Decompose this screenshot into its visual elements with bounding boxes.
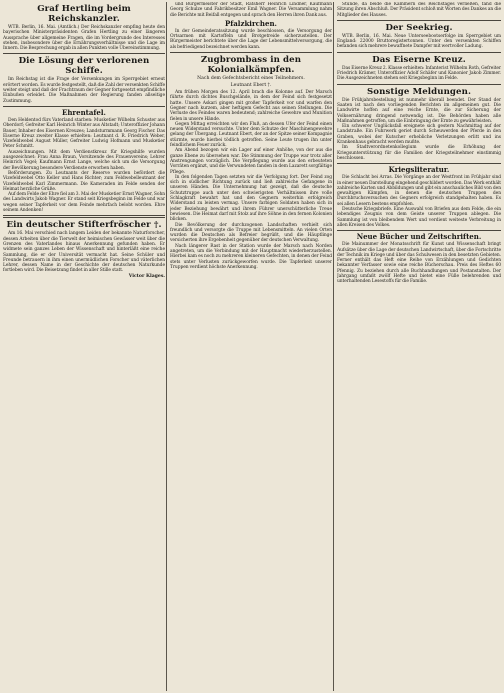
headline-war-literature: Kriegsliteratur. [388,165,450,175]
article-text: Gegen Mittag erreichten wir den Fluß, an dessen Ufer der Feind einen neuen Widerstand versuchte. Unter dem Schutze der Maschinengewehre gelang der Übergang. Leutnant Ebert, der an der Spitze seiner Kompagnie stürmte, wurde hierbei tödlich getroffen. Seine Leute trugen ihn unter feindlichem Feuer zurück. [170,121,332,149]
author-signature: Victor Klages. [128,273,165,279]
headline-honor-roll: Ehrentafel. [62,107,106,117]
article-text: Die Mainummer der Monatsschrift für Kunst und Wissenschaft bringt Aufsätze über die Lage der deutschen Landwirtschaft, über die Fortschritte der Technik im Kriege und über das Schulwesen in den besetzten Gebieten. Ferner enthält das Heft eine Reihe von Erzählungen und Gedichten bekannter Verfasser sowie eine reiche Bücherschau. Preis des Heftes 60 Pfennig. Zu beziehen durch alle Buchhandlungen und Postanstalten. Der Jahrgang umfaßt zwölf Hefte und bietet eine Fülle belehrenden und unterhaltenden Lesestoffs für die Familie. [337,242,501,285]
headline-obituary: Ein deutscher Stifterfröscher †. [6,220,162,231]
divider [337,20,501,21]
headline-ships: Die Lösung der verlorenen Schiffe. [18,56,150,77]
divider [337,84,501,85]
article-text: Im Reichstag ist die Frage der Versenkungen im Sperrgebiet erneut erörtert worden. Es wurde festgestellt, daß die Zahl der versenkten Schiffe weiter steigt und daß der Frachtraum der Gegner fortgesetzt empfindliche Einbußen erleidet. Die Maßnahmen der Regierung fanden allseitige Zustimmung. [3,77,165,104]
article-text: Auszeichnungen. Mit dem Verdienstkreuz für Kriegshilfe wurden ausgezeichnet: Frau Anna Braun, Vorsitzende des Frauenvereins; Lehrer Heinrich Vogel; Kaufmann Ernst Lange, welche sich um die Versorgung der Bevölkerung besondere Verdienste erworben haben. [3,149,165,171]
article-text: und Bürgermeister der Stadt, Ratsherr Heinrich Lindner, Kaufmann Georg Schulze und Fabrikbesitzer Emil Wagner. Die Versammlung nahm die Berichte mit Beifall entgegen und sprach den Herren ihren Dank aus. [170,2,332,18]
headline-hertling: Graf Hertling beim Reichskanzler. [37,4,131,24]
column-middle [170,2,332,691]
divider [3,215,165,218]
article-text: Im Stadtverordnetenkollegium wurde die Erhöhung der Kriegsunterstützung für die Familien der Kriegsteilnehmer einstimmig beschlossen. [337,145,501,161]
column-rule [333,2,334,691]
article-text: In den folgenden Tagen setzten wir die Verfolgung fort. Der Feind zog sich in südlicher Richtung zurück und ließ zahlreiche Gefangene in unseren Händen. Die Unternehmung hat gezeigt, daß die deutsche Schutztruppe auch unter den schwierigsten Verhältnissen ihre volle Schlagkraft bewahrt hat und den Gegnern weiterhin erfolgreich Widerstand zu leisten vermag. Unsere farbigen Soldaten haben sich in jeder Beziehung bewährt und ihrem Führer unerschütterliche Treue bewiesen. Die Heimat darf mit Stolz auf ihre Söhne in den fernen Kolonien blicken. [170,174,332,223]
article-text: WTB. Berlin, 16. Mai. (Amtlich.) Der Reichskanzler empfing heute den bayerischen Ministerpräsidenten Grafen Hertling zu einer längeren Aussprache über allgemeine Fragen, die im Vordergrunde des Interesses stehen, insbesondere über die Ernährungsverhältnisse und die Lage im Innern. Die Besprechung ergab in allen Punkten volle Übereinstimmung. [3,25,165,52]
headline-seekrieg: Der Seekrieg. [385,22,453,33]
article-text: Deutsche Kriegsbriefe. Eine Auswahl von Briefen aus dem Felde, die ein lebendiges Zeugnis von dem Geiste unserer Truppen ablegen. Die Sammlung ist von bleibendem Wert und verdient weiteste Verbreitung in allen Kreisen des Volkes. [337,207,501,228]
article-text: Die Frühjahrsbestellung ist nunmehr überall beendet. Der Stand der Saaten ist nach den vorliegenden Berichten im allgemeinen gut. Die Landwirte hoffen auf eine reiche Ernte, die zur Sicherung der Volksernährung dringend notwendig ist. Die Behörden haben alle Maßnahmen getroffen, um die Einbringung der Ernte zu gewährleisten. [337,97,501,124]
article-text: Stunde, da beide die Kammern des Reichstages verließen, fand die Sitzung ihren Abschluß. Der Präsident schloß mit Worten des Dankes an die Mitglieder des Hauses. [337,2,501,18]
article-text: Auf dem Felde der Ehre fiel am 3. Mai der Musketier Ernst Wagner, Sohn des Landwirts Jakob Wagner. Er stand seit Kriegsbeginn im Felde und war wegen seiner Tapferkeit vor dem Feinde mehrfach belobt worden. Ehre seinem Andenken! [3,192,165,214]
divider [3,106,165,107]
article-text: Ein schwerer Unglücksfall ereignete sich gestern Nachmittag auf der Landstraße. Ein Fuhrwerk geriet durch Scheuwerden der Pferde in den Graben, wobei der Kutscher erhebliche Verletzungen erlitt und ins Krankenhaus gebracht werden mußte. [337,124,501,146]
divider [337,230,501,231]
divider [337,163,501,164]
article-text: Am frühen Morgen des 12. April brach die Kolonne auf. Der Marsch führte durch dichtes Buschgelände, in dem der Feind sich festgesetzt hatte. Unsere Askari gingen mit großer Tapferkeit vor und warfen den Gegner nach kurzem, aber heftigem Gefecht aus seinen Stellungen. Die Verluste des Feindes waren bedeutend; zahlreiche Gewehre und Munition fielen in unsere Hände. [170,90,332,122]
article-text: Am Abend bezogen wir ein Lager auf einer Anhöhe, von der aus die ganze Ebene zu übersehen war. Die Stimmung der Truppe war trotz aller Anstrengungen vorzüglich. Die Verpflegung wurde aus den erbeuteten Vorräten ergänzt, und die Verwundeten fanden in dem Lazarett sorgfältige Pflege. [170,148,332,175]
column-left [3,2,165,691]
article-text: Beförderungen. Zu Leutnants der Reserve wurden befördert die Vizefeldwebel Otto Keller und Hans Richter; zum Feldwebelleutnant der Vizefeldwebel Karl Zimmermann. Die Kameraden im Felde senden der Heimat herzliche Grüße. [3,170,165,192]
subheading: Leutnant Ebert †. [230,83,272,89]
article-text: Am 16. Mai verschied nach langem Leiden der bekannte Naturforscher, dessen Arbeiten über die Tierwelt der heimischen Gewässer weit über die Grenzen des Vaterlandes hinaus Anerkennung gefunden haben. Er widmete sein ganzes Leben der Wissenschaft und hinterläßt eine reiche Sammlung, die er der Universität vermacht hat. Seine Schüler und Freunde betrauern in ihm einen unermüdlichen Forscher und väterlichen Lehrer, dessen Name in der Geschichte der deutschen Naturkunde fortleben wird. Die Beisetzung findet in aller Stille statt. [3,231,165,274]
headline-iron-cross: Das Eiserne Kreuz. [372,54,466,65]
article-text: In der Gemeinderatssitzung wurde beschlossen, die Versorgung der Ortsarmen mit Kartoffeln und Brotgetreide sicherzustellen. Der Bürgermeister berichtete über die Lage der Lebensmittelversorgung, die als befriedigend bezeichnet werden kann. [170,28,332,50]
column-rule [166,2,167,691]
headline-local: Pfalzkirchen. [225,18,277,28]
article-text: Die Schlacht bei Arras. Die Vorgänge an der Westfront im Frühjahr sind in einer neuen Darstellung eingehend geschildert worden. Das Werk enthält zahlreiche Karten und Abbildungen und gibt ein anschauliches Bild von den gewaltigen Kämpfen, in denen die deutschen Truppen den Durchbruchsversuchen des Gegners erfolgreich standgehalten haben. Es sei allen Lesern bestens empfohlen. [337,175,501,207]
subheading: Nach dem Gefechtsbericht eines Teilnehmers. [197,76,305,82]
article-text: Die Bevölkerung der durchzogenen Landschaften verhielt sich freundlich und versorgte die Truppe mit Lebensmitteln. An vielen Orten wurden die Deutschen als Befreier begrüßt, und die Häuptlinge versicherten ihre Ergebenheit gegenüber der deutschen Verwaltung. [170,222,332,244]
headline-reports: Sonstige Meldungen. [366,86,472,97]
divider [3,53,165,54]
article-text: Nach längerer Rast in der Station wurde der Marsch nach Norden angetreten, um die Verbindung mit der Hauptmacht wiederherzustellen. Hierbei kam es noch zu mehreren kleineren Gefechten, in denen der Feind stets unter Verlusten zurückgeworfen wurde. Die Tapferkeit unserer Truppen verdient höchste Anerkennung. [170,243,332,270]
divider [170,52,332,53]
headline-colonial: Zugbrombass in den Kolonialkämpfen. [200,55,302,76]
article-text: Das Eiserne Kreuz 2. Klasse erhielten: Infanterist Wilhelm Roth, Gefreiter Friedrich Krämer, Unteroffizier Adolf Schäfer und Kanonier Jakob Zimmer. Die Ausgezeichneten stehen seit Kriegsbeginn im Felde. [337,65,501,82]
article-text: Den Heldentod fürs Vaterland starben: Musketier Wilhelm Schuster aus Oberdorf; Gefreiter Karl Heinrich Winter aus Altstadt; Unteroffizier Johann Bauer, Inhaber des Eisernen Kreuzes; Landsturmmann Georg Fischer. Das Eiserne Kreuz zweiter Klasse erhielten: Leutnant d. R. Friedrich Weber, Vizefeldwebel August Müller, Gefreiter Ludwig Hofmann und Musketier Peter Schmitt. [3,117,165,150]
column-right [337,2,501,691]
divider [337,52,501,53]
headline-new-books: Neue Bücher und Zeitschriften. [356,232,482,242]
article-text: WTB. Berlin, 16. Mai. Neue Unterseebootserfolge im Sperrgebiet um England: 22000 Bruttoregistertonnen. Unter den versenkten Schiffen befanden sich mehrere bewaffnete Dampfer mit wertvoller Ladung. [337,33,501,50]
